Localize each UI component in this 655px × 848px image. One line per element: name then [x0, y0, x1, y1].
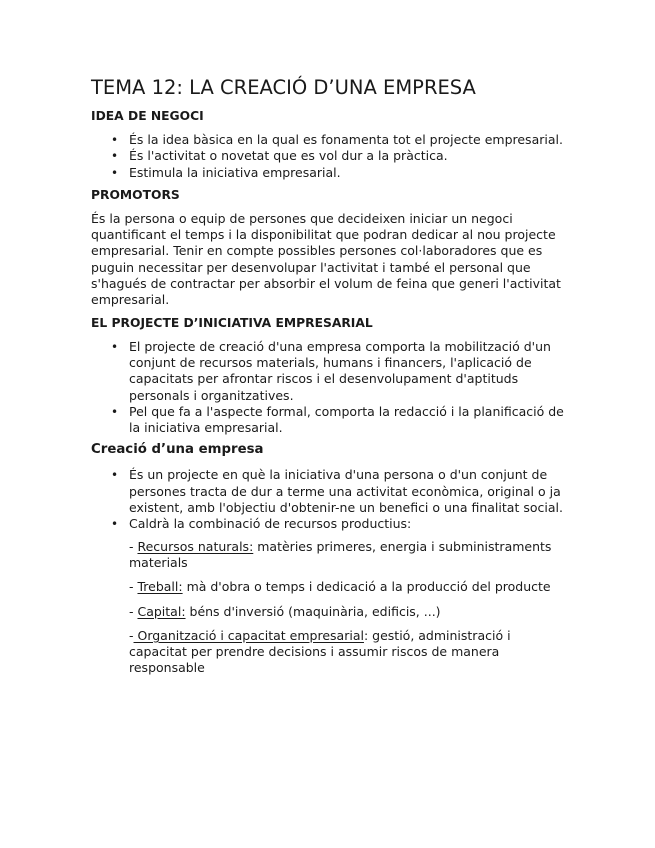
list-item-text: El projecte de creació d'una empresa comporta la mobilització d'un conjunt de recursos materials, humans i financers, l'aplicació de capacitats per afrontar riscos i el desenvolupament d'aptituds personals i organitzatives.: [129, 338, 551, 403]
list-item-text: Caldrà la combinació de recursos productius:: [129, 516, 412, 532]
list-item-text: És un projecte en què la iniciativa d'una persona o d'un conjunt de persones tracta de dur a terme una activitat econòmica, original o ja existent, amb l'objectiu d'obtenir-ne un benefici o una finalitat social.: [129, 467, 563, 516]
list-item: [111, 132, 571, 148]
resource-natural: [91, 539, 571, 572]
resource-term: Capital:: [137, 603, 186, 619]
resource-prefix: -: [129, 603, 138, 619]
list-item: [111, 164, 571, 181]
list-item: [111, 338, 571, 404]
bullet-icon: •: [111, 468, 119, 483]
list-item-text: És la idea bàsica en la qual es fonamenta tot el projecte empresarial.: [129, 132, 563, 147]
list-item-text: Estimula la iniciativa empresarial.: [129, 164, 341, 180]
idea-list: [91, 132, 571, 181]
bullet-icon: •: [111, 404, 119, 419]
resource-desc: : gestió, administració i capacitat per prendre decisions i assumir riscos de manera responsable: [129, 627, 511, 676]
resource-capital: [91, 604, 571, 620]
projecte-list: [91, 339, 571, 437]
document-page: [91, 76, 571, 685]
list-item: [111, 467, 571, 516]
bullet-icon: •: [111, 339, 119, 354]
resource-treball: [91, 579, 571, 595]
section-heading-promotors: PROMOTORS: [91, 187, 180, 202]
resource-prefix: -: [129, 579, 138, 595]
section-heading-idea: IDEA DE NEGOCI: [91, 109, 204, 123]
resource-term: Recursos naturals:: [137, 538, 254, 554]
bullet-icon: •: [111, 149, 119, 164]
list-item-text: Pel que fa a l'aspecte formal, comporta la redacció i la planificació de la iniciativa empresarial.: [129, 403, 564, 436]
promotors-paragraph: És la persona o equip de persones que decideixen iniciar un negoci quantificant el temps i la disponibilitat que podran dedicar al nou projecte empresarial. Tenir en compte possibles persones col·laboradores que es puguin necessitar per desenvolupar l'activitat i també el personal que s'hagués de contractar per absorbir el volum de feina que generi l'activitat empresarial.: [91, 210, 561, 308]
resource-prefix: -: [129, 538, 138, 554]
bullet-icon: •: [111, 517, 119, 532]
page-title: TEMA 12: LA CREACIÓ D’UNA EMPRESA: [91, 76, 476, 99]
section-heading-creacio: Creació d’una empresa: [91, 442, 264, 458]
resource-prefix: -: [129, 627, 134, 643]
bullet-icon: •: [111, 133, 119, 147]
list-item: [111, 516, 571, 532]
list-item: [111, 403, 571, 437]
resource-desc: matèries primeres, energia i subministraments materials: [129, 538, 552, 570]
creacio-list: [91, 467, 571, 532]
resource-term: Organització i capacitat empresarial: [133, 627, 364, 643]
resource-desc: mà d'obra o temps i dedicació a la producció del producte: [182, 579, 551, 595]
resource-term: Treball:: [137, 579, 183, 595]
list-item: [111, 148, 571, 164]
resource-desc: béns d'inversió (maquinària, edificis, ...): [185, 603, 441, 619]
bullet-icon: •: [111, 165, 119, 180]
section-heading-projecte: EL PROJECTE D’INICIATIVA EMPRESARIAL: [91, 315, 373, 330]
list-item-text: És l'activitat o novetat que es vol dur a la pràctica.: [129, 148, 448, 164]
resource-organitzacio: [91, 628, 571, 677]
